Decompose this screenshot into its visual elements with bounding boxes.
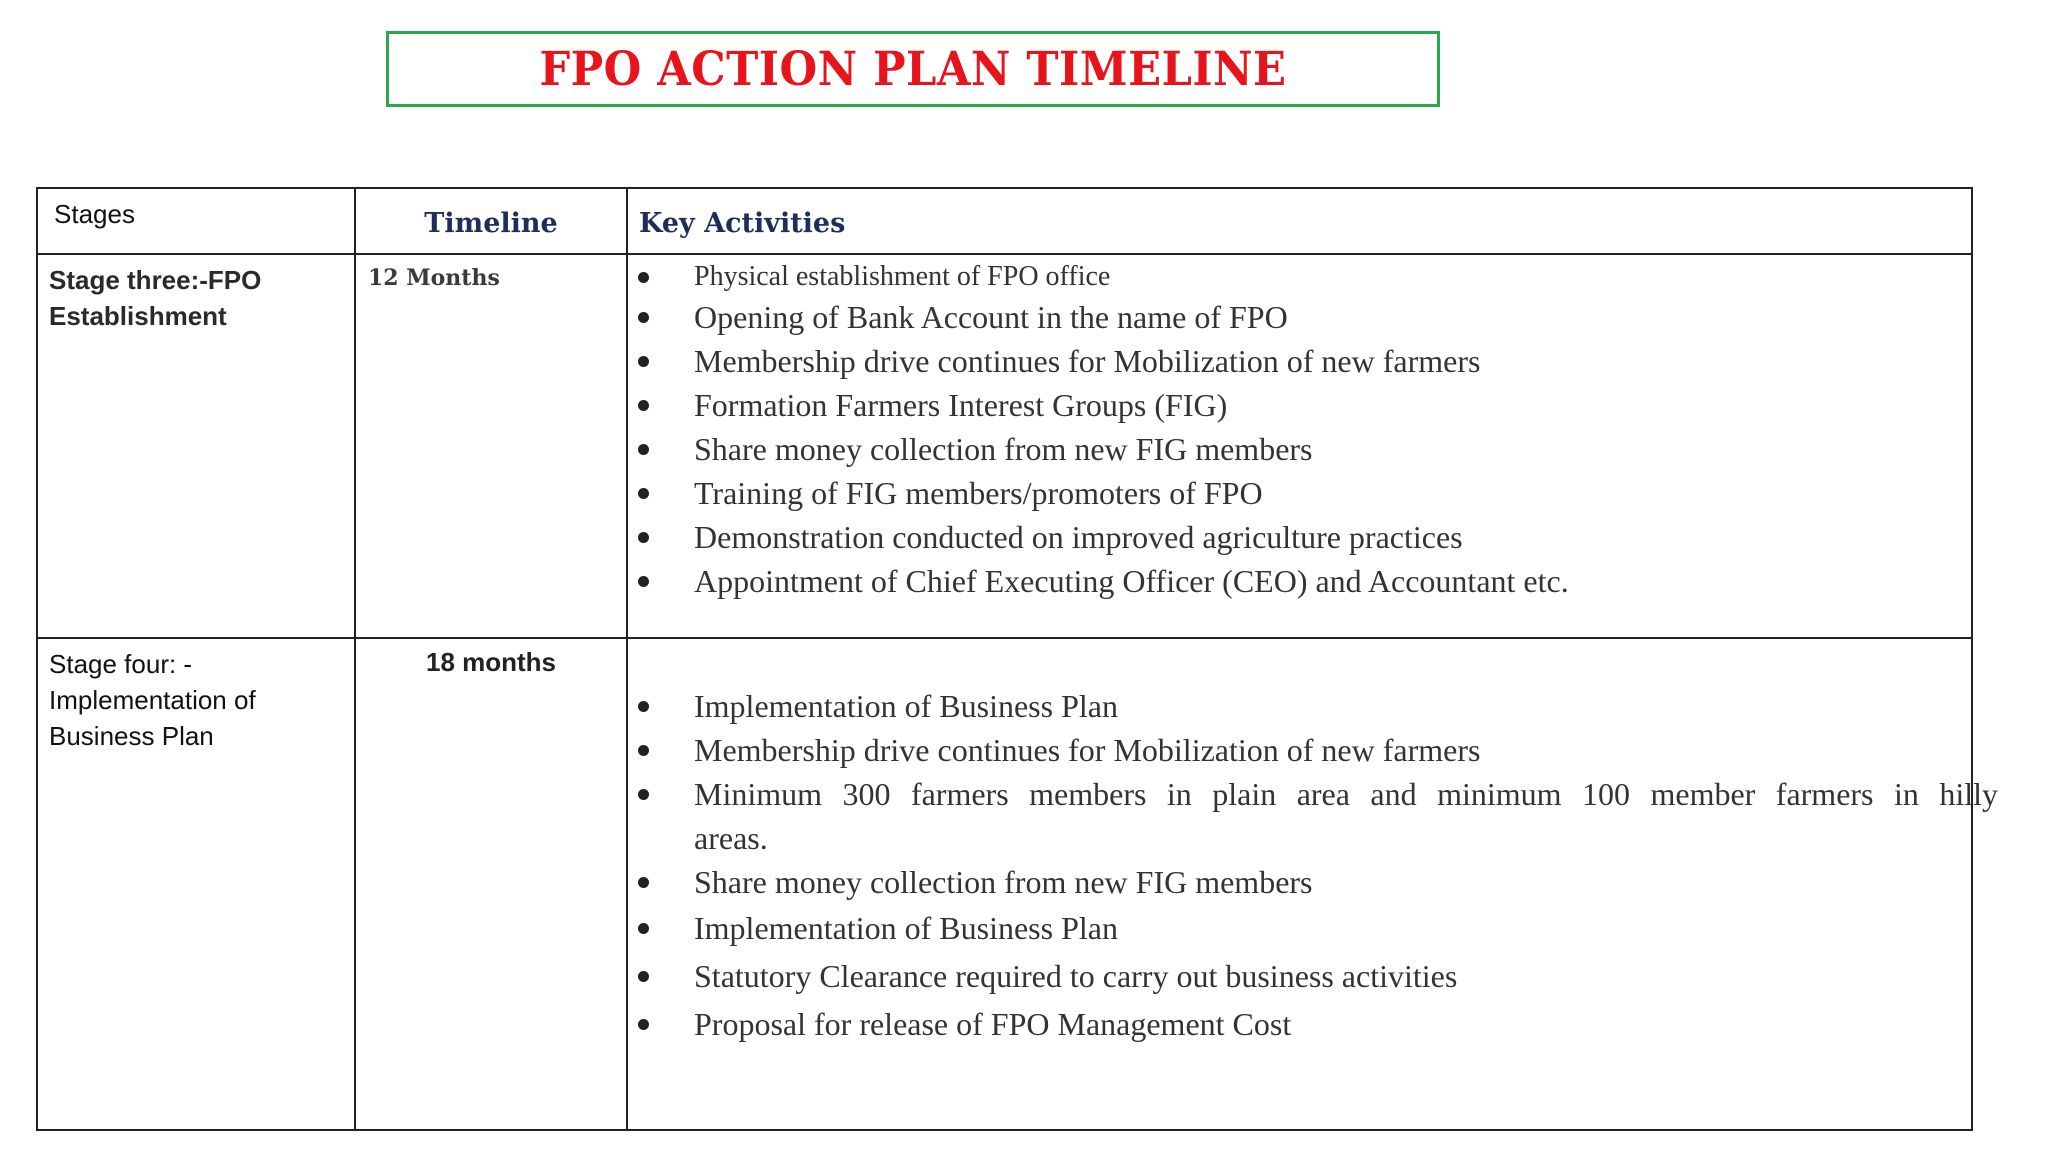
stage-four-label-line3: Business Plan: [49, 721, 214, 751]
list-item: Appointment of Chief Executing Officer (CEO) and Accountant etc.: [634, 559, 1934, 603]
stage-three-label-line2: Establishment: [49, 301, 227, 331]
header-stages: Stages: [54, 199, 135, 229]
stage-four-timeline: 18 months: [425, 647, 557, 677]
stage-three-label-line1: Stage three:-FPO: [49, 265, 262, 295]
header-key-activities: Key Activities: [639, 208, 846, 239]
list-item: Membership drive continues for Mobilization of new farmers: [634, 728, 1964, 772]
list-item: Training of FIG members/promoters of FPO: [634, 471, 1934, 515]
stage-four-label: [49, 646, 256, 754]
action-plan-table: [36, 187, 1998, 1131]
stage-four-label-line1: Stage four: -: [49, 649, 193, 679]
row-divider: [38, 637, 1971, 639]
list-item: Formation Farmers Interest Groups (FIG): [634, 383, 1934, 427]
list-item: Share money collection from new FIG members: [634, 860, 1964, 904]
header-row-divider: [38, 253, 1971, 255]
stage-three-label: [49, 262, 261, 334]
title-box: [386, 31, 1440, 107]
list-item: Proposal for release of FPO Management Cost: [634, 1000, 1964, 1048]
stage-three-activities: [634, 259, 1934, 603]
list-item: Implementation of Business Plan: [634, 684, 1964, 728]
page-title: FPO ACTION PLAN TIMELINE: [539, 41, 1287, 97]
list-item: Demonstration conducted on improved agriculture practices: [634, 515, 1934, 559]
list-item: Physical establishment of FPO office: [634, 259, 1934, 295]
column-divider-2: [626, 189, 628, 1129]
stage-four-activities: [634, 684, 1998, 1048]
list-item: Membership drive continues for Mobilization of new farmers: [634, 339, 1934, 383]
list-item: Opening of Bank Account in the name of FPO: [634, 295, 1934, 339]
list-item: Statutory Clearance required to carry out business activities: [634, 952, 1964, 1000]
list-item: Share money collection from new FIG members: [634, 427, 1934, 471]
stage-four-label-line2: Implementation of: [49, 685, 256, 715]
list-item: Minimum 300 farmers members in plain area and minimum 100 member farmers in hilly: [634, 772, 1998, 816]
header-timeline: Timeline: [424, 208, 558, 239]
list-item-continuation: areas.: [694, 820, 768, 856]
list-item: Implementation of Business Plan: [634, 904, 1964, 952]
stage-three-timeline: 12 Months: [368, 265, 500, 291]
